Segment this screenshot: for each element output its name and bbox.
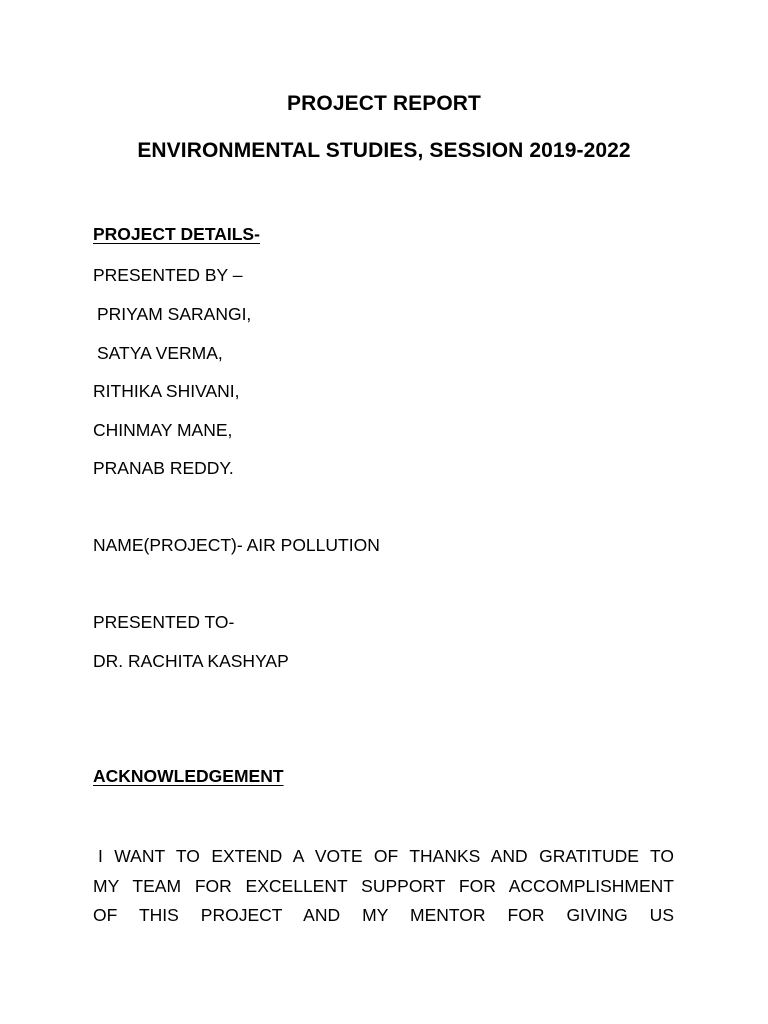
- acknowledgement-heading: ACKNOWLEDGEMENT: [93, 766, 284, 786]
- member-name: PRIYAM SARANGI,: [97, 304, 252, 324]
- report-title: PROJECT REPORT: [287, 92, 481, 115]
- member-name: PRANAB REDDY.: [93, 458, 234, 478]
- member-name: RITHIKA SHIVANI,: [93, 381, 240, 401]
- report-subtitle: ENVIRONMENTAL STUDIES, SESSION 2019-2022: [137, 139, 631, 162]
- acknowledgement-paragraph: [93, 842, 674, 931]
- member-name: CHINMAY MANE,: [93, 420, 233, 440]
- member-name: SATYA VERMA,: [97, 343, 223, 363]
- project-details-heading: PROJECT DETAILS-: [93, 224, 260, 244]
- project-name: NAME(PROJECT)- AIR POLLUTION: [93, 535, 380, 555]
- mentor-name: DR. RACHITA KASHYAP: [93, 651, 289, 671]
- presented-by-label: PRESENTED BY –: [93, 265, 243, 285]
- presented-to-label: PRESENTED TO-: [93, 612, 235, 632]
- acknowledgement-line: I WANT TO EXTEND A VOTE OF THANKS AND GRATITUDE TO: [98, 846, 674, 866]
- acknowledgement-line: MY TEAM FOR EXCELLENT SUPPORT FOR ACCOMPLISHMENT: [93, 875, 674, 896]
- acknowledgement-line: OF THIS PROJECT AND MY MENTOR FOR GIVING US: [93, 905, 674, 925]
